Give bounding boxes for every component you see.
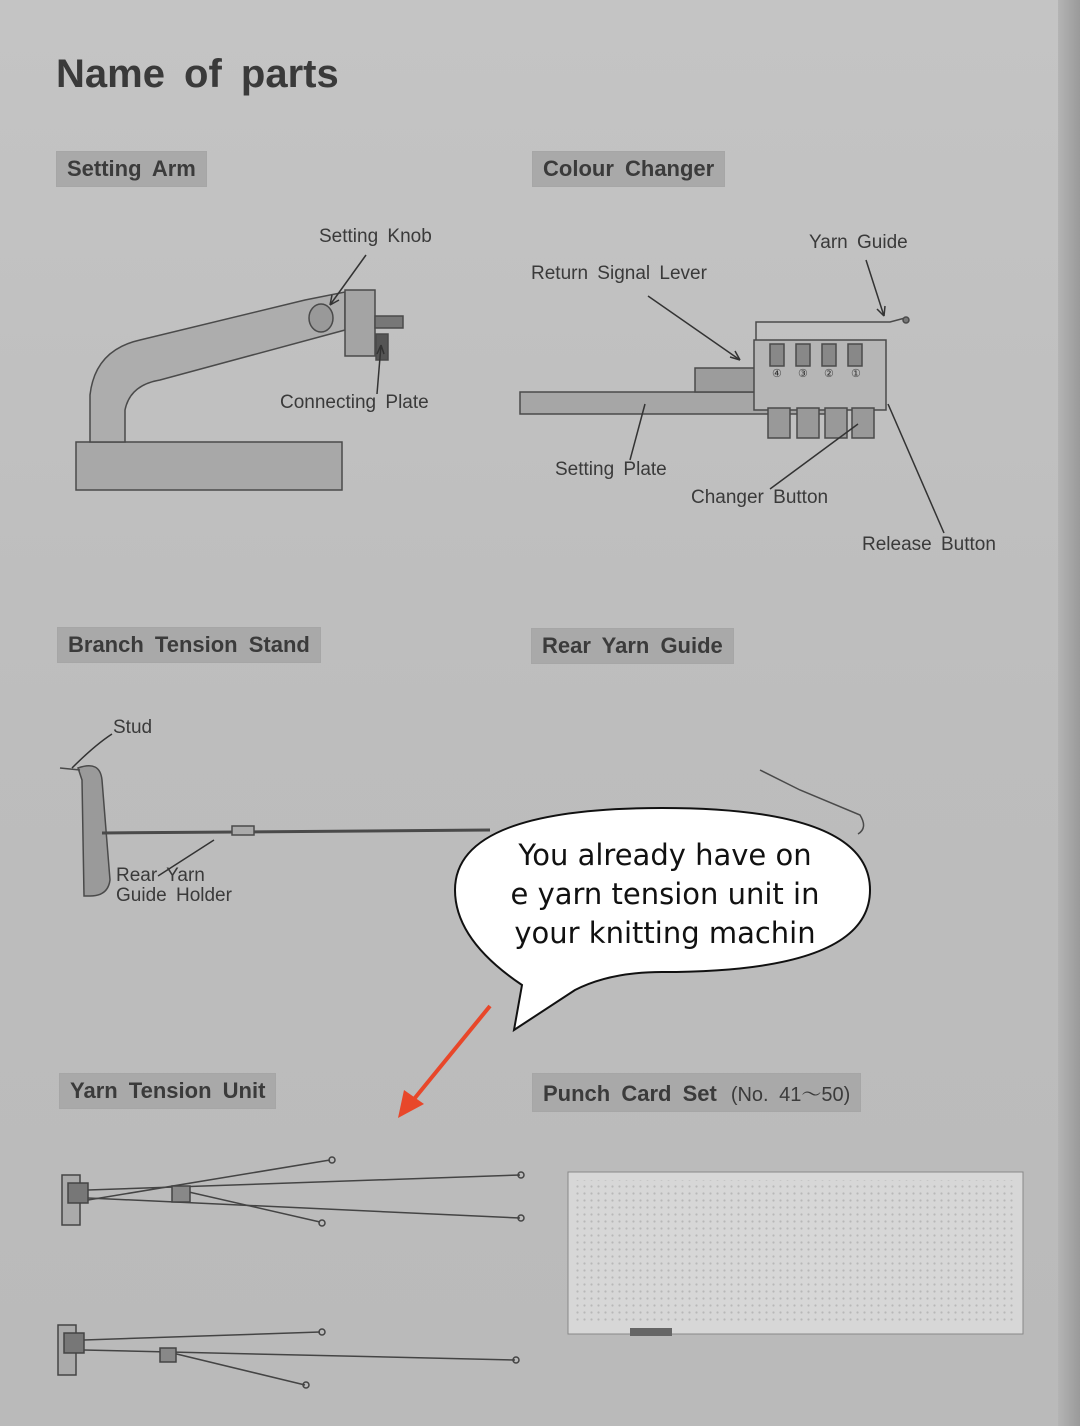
- callout-rear-yarn-guide-holder-line1: Rear Yarn: [116, 865, 205, 886]
- callout-connecting-plate: Connecting Plate: [280, 392, 429, 413]
- section-label-colour-changer: Colour Changer: [533, 152, 724, 186]
- callout-rear-yarn-guide-holder-line2: Guide Holder: [116, 885, 232, 906]
- punch-card-label: Punch Card Set: [543, 1081, 717, 1106]
- punch-card-range: (No. 41～50): [730, 1084, 851, 1106]
- speech-bubble-line: your knitting machin: [514, 916, 816, 950]
- callout-release-button: Release Button: [862, 534, 996, 555]
- punch-card-illustration: [568, 1172, 1023, 1336]
- setting-arm-illustration: [76, 290, 403, 490]
- red-arrow: [398, 1006, 490, 1118]
- section-label-rear-yarn-guide: Rear Yarn Guide: [532, 629, 733, 663]
- speech-bubble-line: You already have on: [518, 838, 812, 872]
- page-title: Name of parts: [56, 52, 339, 96]
- button-number-4: ④: [772, 368, 782, 380]
- speech-bubble-line: e yarn tension unit in: [510, 877, 820, 911]
- callout-stud: Stud: [113, 717, 153, 738]
- section-label-setting-arm: Setting Arm: [57, 152, 206, 186]
- callout-yarn-guide: Yarn Guide: [809, 232, 908, 253]
- callout-setting-plate: Setting Plate: [555, 459, 667, 480]
- callout-return-signal-lever: Return Signal Lever: [531, 263, 707, 284]
- speech-bubble-text: [490, 836, 840, 953]
- button-number-3: ③: [798, 368, 808, 380]
- section-label-branch-tension-stand: Branch Tension Stand: [58, 628, 320, 662]
- button-number-2: ②: [824, 368, 834, 380]
- yarn-tension-unit-illustration-bottom: [58, 1325, 519, 1388]
- callout-setting-knob: Setting Knob: [319, 226, 432, 247]
- button-number-1: ①: [851, 368, 861, 380]
- section-label-yarn-tension-unit: Yarn Tension Unit: [60, 1074, 275, 1108]
- callout-changer-button: Changer Button: [691, 487, 829, 508]
- yarn-tension-unit-illustration-top: [62, 1157, 524, 1226]
